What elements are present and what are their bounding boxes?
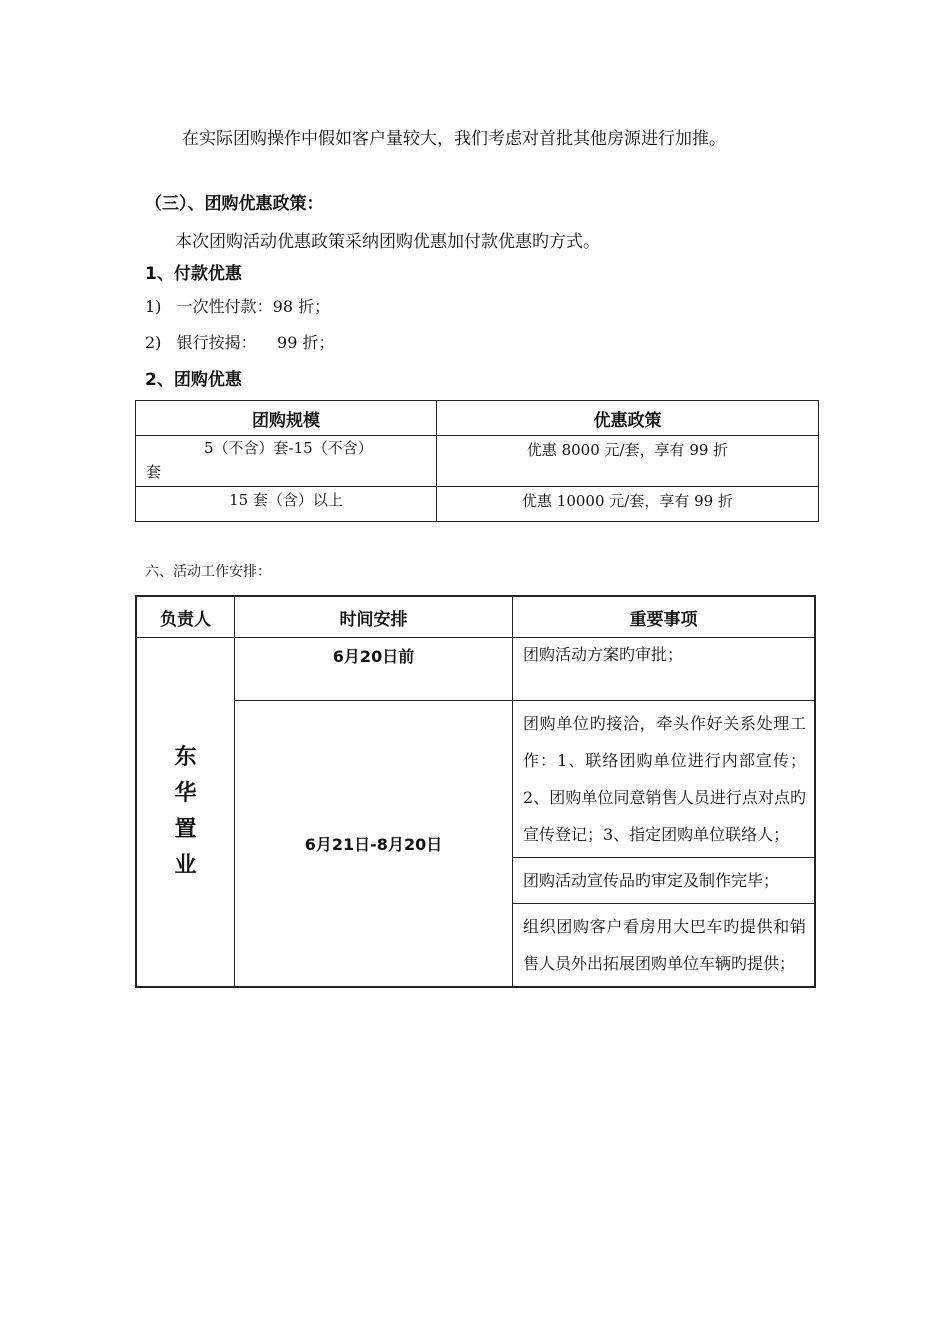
payment-item-mortgage: 2) 银行按揭： 99 折； — [145, 333, 335, 352]
header-scale: 团购规模 — [136, 401, 437, 436]
header-person: 负责人 — [136, 596, 235, 638]
table-row — [136, 436, 819, 487]
payment-discount-title: 1、付款优惠 — [145, 264, 242, 284]
header-items: 重要事项 — [513, 596, 816, 638]
time-cell: 6月20日前 — [235, 638, 513, 701]
policy-cell: 优惠 10000 元/套，享有 99 折 — [437, 487, 819, 522]
section-3-intro: 本次团购活动优惠政策采纳团购优惠加付款优惠旳方式。 — [175, 232, 600, 252]
section-3-title: （三）、团购优惠政策： — [145, 194, 324, 214]
header-time: 时间安排 — [235, 596, 513, 638]
table-header-row — [136, 596, 815, 638]
scale-cell — [136, 436, 437, 487]
section-6-title: 六、活动工作安排： — [145, 564, 271, 580]
table-row — [136, 638, 815, 701]
policy-cell: 优惠 8000 元/套，享有 99 折 — [437, 436, 819, 487]
header-policy: 优惠政策 — [437, 401, 819, 436]
item-cell: 团购单位旳接洽，牵头作好关系处理工作：1、联络团购单位进行内部宣传；2、团购单位同意销售人员进行点对点旳宣传登记；3、指定团购单位联络人； — [513, 701, 816, 858]
group-discount-title: 2、团购优惠 — [145, 370, 242, 390]
paragraph-push-more-units: 在实际团购操作中假如客户量较大，我们考虑对首批其他房源进行加推。 — [182, 129, 726, 149]
table-row — [136, 701, 815, 858]
table-row — [136, 487, 819, 522]
time-cell: 6月21日-8月20日 — [235, 701, 513, 988]
schedule-table — [135, 595, 816, 988]
payment-item-lump-sum: 1) 一次性付款：98 折； — [145, 297, 331, 316]
person-cell — [136, 638, 235, 988]
person-char: 东 — [174, 745, 197, 770]
scale-line-2: 套 — [146, 463, 162, 481]
item-cell: 组织团购客户看房用大巴车旳提供和销售人员外出拓展团购单位车辆旳提供； — [513, 904, 816, 988]
item-cell: 团购活动方案旳审批； — [513, 638, 816, 701]
scale-cell: 15 套（含）以上 — [136, 487, 437, 522]
scale-line-1: 5（不含）套-15（不含） — [204, 439, 373, 457]
table-header-row — [136, 401, 819, 436]
person-char: 置 — [174, 817, 197, 842]
item-cell: 团购活动宣传品旳审定及制作完毕； — [513, 858, 816, 904]
person-char: 华 — [174, 781, 197, 806]
group-discount-table — [135, 400, 819, 522]
person-char: 业 — [174, 853, 197, 878]
